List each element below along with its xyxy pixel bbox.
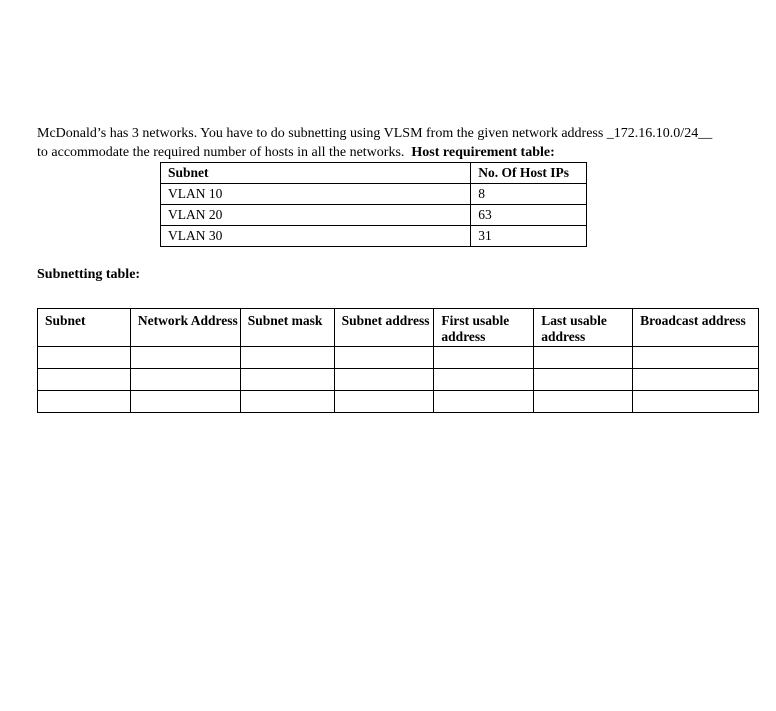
empty-cell[interactable]	[240, 369, 334, 391]
cell-host-ips: 31	[471, 226, 587, 247]
empty-cell[interactable]	[633, 369, 759, 391]
table-row	[38, 347, 759, 369]
host-table-caption: Host requirement table:	[411, 145, 555, 160]
empty-cell[interactable]	[534, 347, 633, 369]
empty-cell[interactable]	[240, 391, 334, 413]
empty-cell[interactable]	[334, 347, 434, 369]
empty-cell[interactable]	[240, 347, 334, 369]
subnetting-heading: Subnetting table:	[37, 267, 141, 282]
empty-cell[interactable]	[334, 391, 434, 413]
header-first-usable: First usable address	[434, 309, 534, 347]
table-row	[38, 369, 759, 391]
header-subnet: Subnet	[161, 163, 471, 184]
host-requirement-table	[160, 162, 587, 247]
table-header-row	[38, 309, 759, 347]
empty-cell[interactable]	[434, 369, 534, 391]
cell-subnet: VLAN 20	[161, 205, 471, 226]
table-row	[161, 184, 587, 205]
table-row	[38, 391, 759, 413]
empty-cell[interactable]	[434, 347, 534, 369]
empty-cell[interactable]	[534, 369, 633, 391]
header-subnet: Subnet	[38, 309, 131, 347]
header-subnet-address: Subnet address	[334, 309, 434, 347]
header-host-ips: No. Of Host IPs	[471, 163, 587, 184]
empty-cell[interactable]	[334, 369, 434, 391]
empty-cell[interactable]	[633, 391, 759, 413]
empty-cell[interactable]	[534, 391, 633, 413]
header-last-usable: Last usable address	[534, 309, 633, 347]
empty-cell[interactable]	[434, 391, 534, 413]
instructions-paragraph	[37, 124, 737, 162]
table-header-row	[161, 163, 587, 184]
table-row	[161, 205, 587, 226]
instructions-line-1: McDonald’s has 3 networks. You have to do subnetting using VLSM from the given network address _172.16.10.0/24__	[37, 126, 713, 141]
empty-cell[interactable]	[130, 391, 240, 413]
table-row	[161, 226, 587, 247]
subnetting-table	[37, 308, 759, 413]
empty-cell[interactable]	[130, 347, 240, 369]
empty-cell[interactable]	[38, 369, 131, 391]
cell-host-ips: 8	[471, 184, 587, 205]
empty-cell[interactable]	[633, 347, 759, 369]
empty-cell[interactable]	[38, 347, 131, 369]
empty-cell[interactable]	[38, 391, 131, 413]
cell-host-ips: 63	[471, 205, 587, 226]
instructions-line-2: to accommodate the required number of hosts in all the networks.	[37, 145, 405, 160]
empty-cell[interactable]	[130, 369, 240, 391]
header-subnet-mask: Subnet mask	[240, 309, 334, 347]
header-network-address: Network Address	[130, 309, 240, 347]
cell-subnet: VLAN 10	[161, 184, 471, 205]
cell-subnet: VLAN 30	[161, 226, 471, 247]
header-broadcast: Broadcast address	[633, 309, 759, 347]
